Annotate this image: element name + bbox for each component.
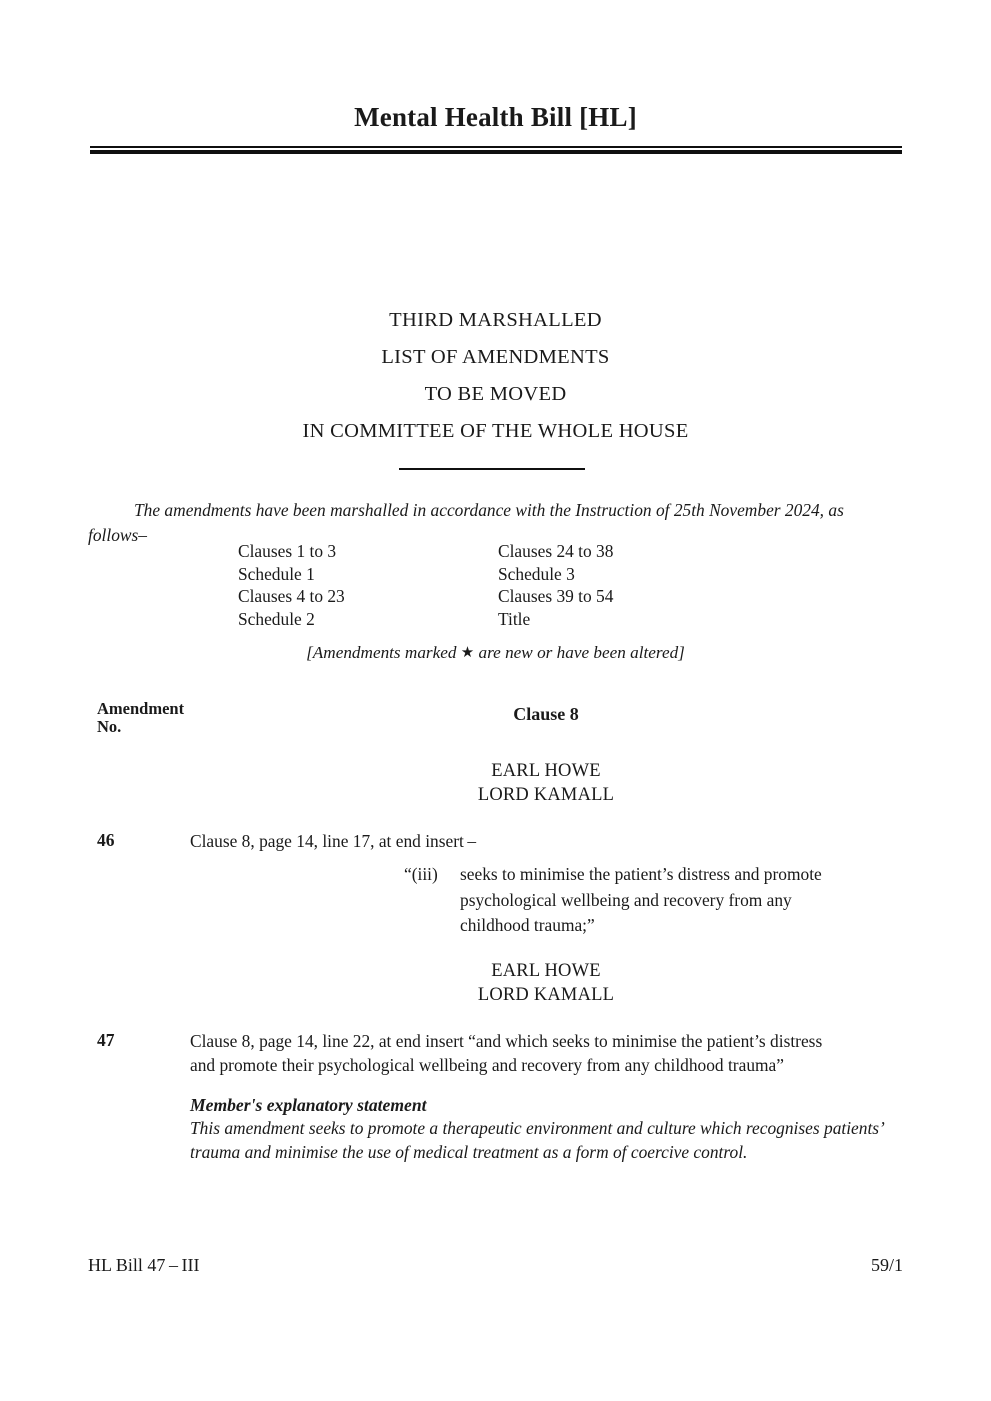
- title-rule-thick: [90, 150, 902, 154]
- sponsor-name: EARL HOWE: [491, 961, 601, 981]
- clause-list-right: Schedule 3: [498, 563, 575, 584]
- explanatory-line-1: This amendment seeks to promote a therapeutic environment and culture which recognises patients’: [190, 1118, 885, 1138]
- clause-list-left: Schedule 1: [238, 563, 315, 584]
- explanatory-line-2: trauma and minimise the use of medical treatment as a form of coercive control.: [190, 1141, 748, 1162]
- amendment-number: 46: [97, 830, 115, 850]
- quoted-line-3: childhood trauma;”: [460, 915, 595, 935]
- document-heading-block: [88, 302, 903, 450]
- clause-heading: Clause 8: [513, 704, 579, 724]
- amendment-no-header: [97, 700, 184, 736]
- clause-list-right: Clauses 39 to 54: [498, 586, 614, 606]
- clause-list-right: Clauses 24 to 38: [498, 541, 614, 561]
- sponsor-block-first: [190, 760, 902, 807]
- instruction-line-2: follows–: [88, 525, 147, 545]
- heading-line-2: LIST OF AMENDMENTS: [381, 346, 610, 368]
- page-footer: [88, 1255, 903, 1276]
- clause-list-left: Clauses 4 to 23: [238, 586, 345, 606]
- explanatory-statement-title: Member's explanatory statement: [190, 1095, 427, 1115]
- footer-page-number: 59/1: [870, 1255, 903, 1275]
- explanatory-statement: [190, 1094, 903, 1164]
- sponsor-name: EARL HOWE: [491, 761, 601, 781]
- star-note-close: are new or have been altered]: [474, 643, 685, 662]
- explanatory-statement-body: [190, 1117, 903, 1164]
- amendment-entry-46: [88, 830, 903, 854]
- footer-bill-reference: HL Bill 47 – III: [88, 1255, 200, 1275]
- heading-line-4: IN COMMITTEE OF THE WHOLE HOUSE: [302, 420, 689, 442]
- sponsor-name: LORD KAMALL: [477, 984, 615, 1005]
- amendment-no-header-line-2: No.: [97, 717, 122, 736]
- clause-list: [238, 540, 798, 630]
- amendment-entry-47: [88, 1030, 903, 1077]
- sponsor-name: LORD KAMALL: [477, 784, 615, 805]
- amendment-number: 47: [97, 1030, 115, 1050]
- quoted-body: [460, 862, 903, 939]
- sponsor-block-second: [190, 960, 902, 1007]
- quoted-line-1: seeks to minimise the patient’s distress and promote: [460, 864, 822, 884]
- star-note: [88, 643, 903, 663]
- clause-list-left: Clauses 1 to 3: [238, 541, 337, 561]
- amendment-47-line-2: and promote their psychological wellbeing and recovery from any childhood trauma”: [190, 1054, 784, 1075]
- heading-line-3: TO BE MOVED: [424, 383, 567, 405]
- quoted-marker: “(iii): [404, 864, 438, 884]
- clause-list-row: [238, 608, 798, 631]
- amendment-lead-in: Clause 8, page 14, line 17, at end insert –: [190, 831, 477, 851]
- amendment-no-header-line-1: Amendment: [97, 699, 185, 718]
- heading-divider-rule: [399, 468, 585, 470]
- amendment-text: [190, 1030, 903, 1077]
- star-icon: ★: [460, 645, 475, 661]
- amendment-47-line-1: Clause 8, page 14, line 22, at end insert “and which seeks to minimise the patient’s distress: [190, 1031, 823, 1051]
- amendment-46-quoted-text: [404, 862, 903, 939]
- clause-list-right: Title: [498, 608, 531, 629]
- star-note-open: [Amendments marked: [306, 643, 461, 662]
- clause-list-row: [238, 563, 798, 586]
- page-title: Mental Health Bill [HL]: [354, 102, 637, 132]
- heading-line-1: THIRD MARSHALLED: [389, 309, 602, 331]
- clause-list-left: Schedule 2: [238, 608, 315, 629]
- instruction-line-1: The amendments have been marshalled in accordance with the Instruction of 25th November 2024, as: [134, 500, 844, 520]
- quoted-line-2: psychological wellbeing and recovery from any: [460, 889, 792, 910]
- title-double-rule: [90, 146, 902, 154]
- clause-list-row: [238, 540, 798, 563]
- clause-list-row: [238, 585, 798, 608]
